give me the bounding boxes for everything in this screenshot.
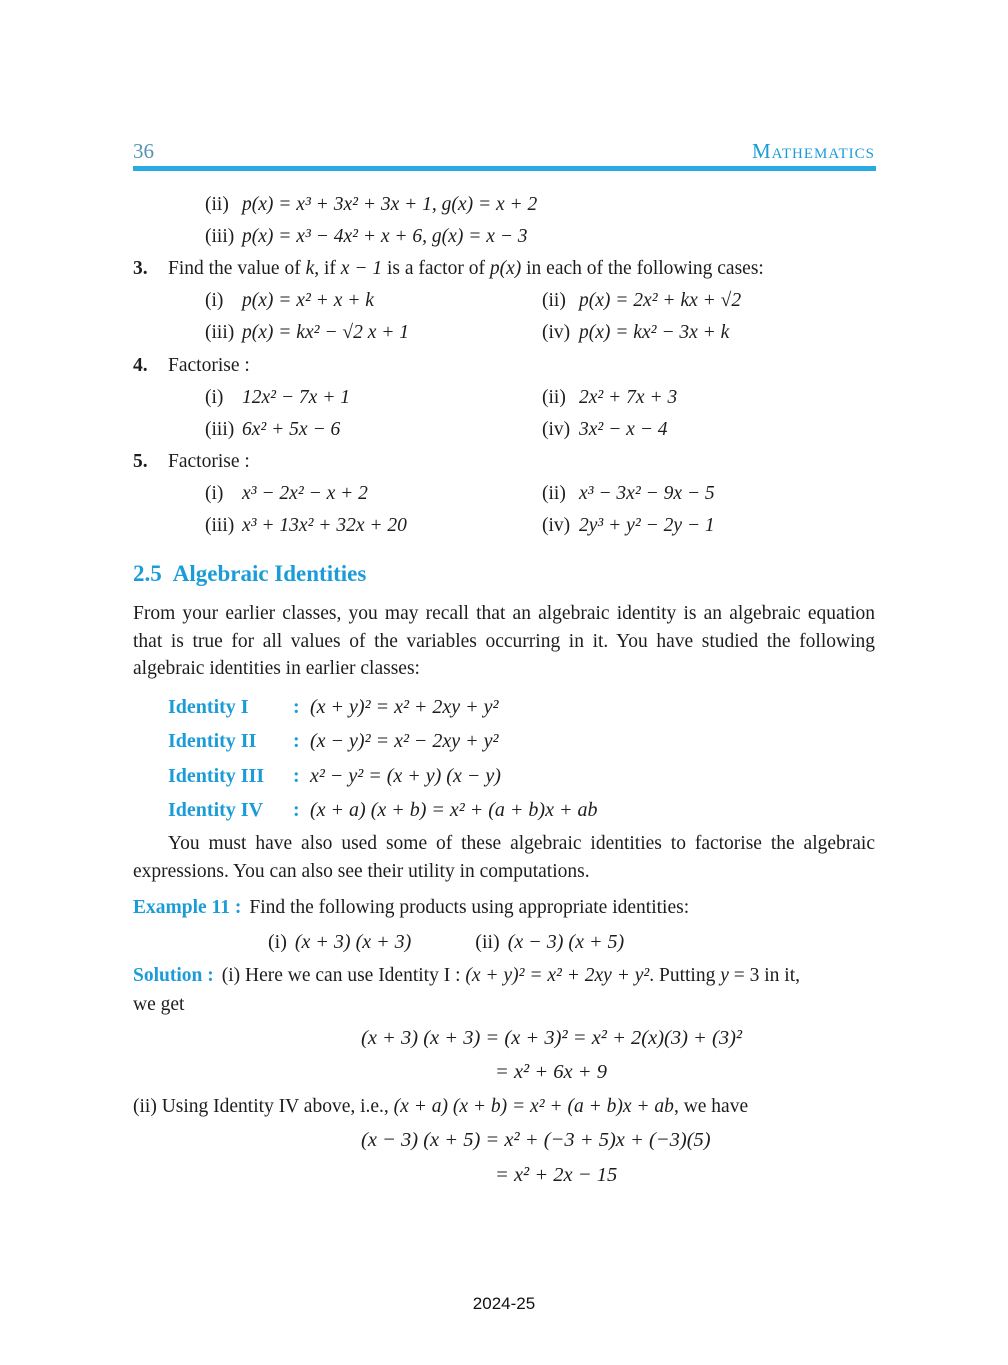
equation-2-line-2: = x² + 2x − 15 bbox=[495, 1164, 618, 1186]
item-formula: 2y³ + y² − 2y − 1 bbox=[579, 515, 715, 536]
item-formula: p(x) = x³ − 4x² + x + 6, g(x) = x − 3 bbox=[242, 226, 528, 247]
page-number: 36 bbox=[133, 139, 154, 163]
text-segment: , we have bbox=[673, 1096, 749, 1117]
example-part bbox=[475, 929, 624, 956]
equation-1-line-2: = x² + 6x + 9 bbox=[495, 1061, 607, 1083]
solution-part2-line bbox=[133, 1093, 875, 1120]
item-label: (i) bbox=[205, 290, 224, 311]
question-4 bbox=[133, 353, 875, 379]
text-segment: p(x) bbox=[489, 258, 522, 279]
item-label: (iii) bbox=[205, 226, 235, 247]
identity-colon: : bbox=[293, 730, 300, 752]
section-number: 2.5 bbox=[133, 561, 162, 586]
footer-session: 2024-25 bbox=[472, 1294, 536, 1313]
example-parts-row bbox=[133, 929, 875, 956]
item-label: (ii) bbox=[205, 194, 229, 215]
identity-label: Identity III bbox=[168, 765, 265, 787]
item-formula: x³ + 13x² + 32x + 20 bbox=[242, 515, 407, 536]
question-5 bbox=[133, 449, 875, 475]
text-segment: y bbox=[720, 965, 729, 986]
exercise-item bbox=[542, 288, 875, 314]
item-label: (iii) bbox=[205, 515, 235, 536]
question-5-items-row-1 bbox=[133, 481, 875, 507]
exercise-item bbox=[542, 417, 875, 443]
question-3 bbox=[133, 256, 875, 282]
item-label: (iii) bbox=[205, 419, 235, 440]
item-label: (ii) bbox=[542, 483, 566, 504]
question-text: Factorise : bbox=[168, 451, 250, 472]
identity-colon: : bbox=[293, 799, 300, 821]
question-number: 4. bbox=[133, 355, 148, 376]
section-heading bbox=[133, 560, 875, 587]
item-label: (iv) bbox=[542, 419, 571, 440]
solution-line-continuation: we get bbox=[133, 994, 185, 1015]
identity-formula: (x + a) (x + b) = x² + (a + b)x + ab bbox=[310, 799, 598, 821]
item-label: (iv) bbox=[542, 515, 571, 536]
exercise-item bbox=[205, 224, 875, 250]
equation-1-line-1: (x + 3) (x + 3) = (x + 3)² = x² + 2(x)(3) + (3)² bbox=[361, 1027, 743, 1049]
item-formula: 12x² − 7x + 1 bbox=[242, 387, 350, 408]
item-formula: p(x) = x² + x + k bbox=[242, 290, 374, 311]
question-text bbox=[168, 256, 764, 282]
item-label: (i) bbox=[205, 387, 224, 408]
item-formula: p(x) = kx² − √2 x + 1 bbox=[242, 322, 410, 343]
identity-2-row bbox=[133, 728, 875, 755]
example-line bbox=[133, 894, 875, 921]
text-segment: x − 1 bbox=[340, 258, 383, 279]
identity-colon: : bbox=[293, 765, 300, 787]
item-formula: 6x² + 5x − 6 bbox=[242, 419, 341, 440]
text-segment: (i) Here we can use Identity I : bbox=[221, 965, 466, 986]
exercise-item bbox=[542, 320, 875, 346]
exercise-item bbox=[205, 385, 542, 411]
exercise-item bbox=[542, 385, 875, 411]
page-header bbox=[133, 139, 875, 164]
identity-label: Identity II bbox=[168, 730, 257, 752]
exercise-item bbox=[542, 513, 875, 539]
identity-1-row bbox=[133, 694, 875, 721]
section-title: Algebraic Identities bbox=[172, 561, 367, 586]
exercise-item bbox=[542, 481, 875, 507]
exercise-item bbox=[205, 513, 542, 539]
part-formula: (x − 3) (x + 5) bbox=[507, 931, 625, 953]
solution-line bbox=[133, 962, 875, 989]
question-5-items-row-2 bbox=[133, 513, 875, 539]
example-text: Find the following products using appropriate identities: bbox=[249, 897, 690, 918]
item-formula: 3x² − x − 4 bbox=[579, 419, 668, 440]
question-text: Factorise : bbox=[168, 355, 250, 376]
identity-colon: : bbox=[293, 696, 300, 718]
section-intro-paragraph: From your earlier classes, you may recall that an algebraic identity is an algebraic equation that is true for all values of the variables occurring in it. You have studied the following algebraic identities in earlier classes: bbox=[133, 603, 875, 679]
text-segment: = 3 in it, bbox=[728, 965, 801, 986]
question-4-items-row-1 bbox=[133, 385, 875, 411]
question-number: 3. bbox=[133, 258, 148, 279]
exercise-item bbox=[205, 481, 542, 507]
item-formula: p(x) = 2x² + kx + √2 bbox=[579, 290, 742, 311]
text-segment: k bbox=[305, 258, 315, 279]
part-label: (i) bbox=[268, 931, 287, 953]
equation-2-line-1: (x − 3) (x + 5) = x² + (−3 + 5)x + (−3)(5) bbox=[361, 1129, 711, 1151]
item-formula: x³ − 3x² − 9x − 5 bbox=[579, 483, 715, 504]
identity-label: Identity IV bbox=[168, 799, 264, 821]
text-segment: (ii) Using Identity IV above, i.e., bbox=[133, 1096, 394, 1117]
text-segment: in each of the following cases: bbox=[521, 258, 764, 279]
item-formula: p(x) = x³ + 3x² + 3x + 1, g(x) = x + 2 bbox=[242, 194, 538, 215]
identity-label: Identity I bbox=[168, 696, 249, 718]
item-label: (ii) bbox=[542, 387, 566, 408]
exercise-item bbox=[205, 320, 542, 346]
identity-formula: x² − y² = (x + y) (x − y) bbox=[310, 765, 501, 787]
text-segment: Find the value of bbox=[168, 258, 306, 279]
identity-formula: (x − y)² = x² − 2xy + y² bbox=[310, 730, 499, 752]
exercise-item bbox=[205, 417, 542, 443]
part-formula: (x + 3) (x + 3) bbox=[294, 931, 412, 953]
header-rule bbox=[133, 166, 876, 171]
text-segment: (x + a) (x + b) = x² + (a + b)x + ab bbox=[393, 1096, 674, 1117]
question-3-items-row-1 bbox=[133, 288, 875, 314]
item-label: (i) bbox=[205, 483, 224, 504]
identity-4-row bbox=[133, 797, 875, 824]
identity-3-row bbox=[133, 763, 875, 790]
question-3-items-row-2 bbox=[133, 320, 875, 346]
example-part bbox=[268, 929, 411, 956]
text-segment: , if bbox=[314, 258, 341, 279]
item-formula: x³ − 2x² − x + 2 bbox=[242, 483, 368, 504]
example-label: Example 11 : bbox=[133, 897, 242, 918]
exercise-q2-item-ii bbox=[133, 192, 875, 218]
item-label: (iii) bbox=[205, 322, 235, 343]
item-label: (ii) bbox=[542, 290, 566, 311]
text-segment: is a factor of bbox=[382, 258, 490, 279]
text-segment: (x + y)² = x² + 2xy + y² bbox=[465, 965, 650, 986]
identity-formula: (x + y)² = x² + 2xy + y² bbox=[310, 696, 499, 718]
exercise-item bbox=[205, 288, 542, 314]
text-segment: . Putting bbox=[649, 965, 721, 986]
exercise-item bbox=[205, 192, 875, 218]
usage-paragraph: You must have also used some of these algebraic identities to factorise the algebraic expressions. You can also see their utility in computations. bbox=[133, 833, 875, 882]
solution-label: Solution : bbox=[133, 965, 214, 986]
item-formula: p(x) = kx² − 3x + k bbox=[579, 322, 730, 343]
item-formula: 2x² + 7x + 3 bbox=[579, 387, 678, 408]
part-label: (ii) bbox=[475, 931, 500, 953]
question-4-items-row-2 bbox=[133, 417, 875, 443]
question-number: 5. bbox=[133, 451, 148, 472]
exercise-q2-item-iii bbox=[133, 224, 875, 250]
item-label: (iv) bbox=[542, 322, 571, 343]
book-title: Mathematics bbox=[751, 139, 875, 163]
